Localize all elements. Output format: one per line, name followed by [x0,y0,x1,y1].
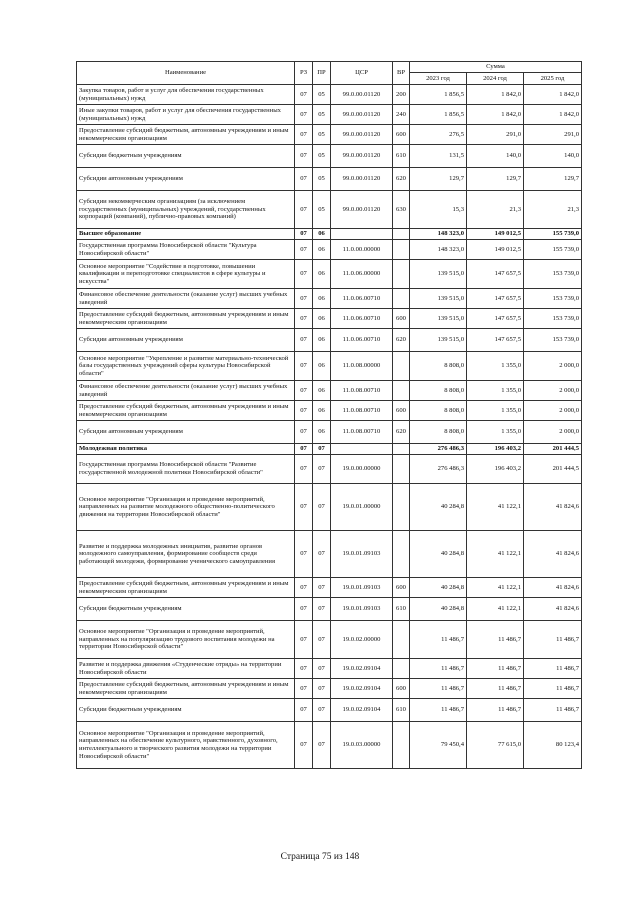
row-pr: 06 [313,289,331,309]
row-sum-2025: 2 000,0 [524,401,582,421]
table-row [77,484,582,531]
row-vr: 620 [393,329,410,352]
row-vr [393,229,410,240]
row-csr: 19.0.01.09103 [331,531,393,578]
row-sum-2023: 40 284,8 [410,531,467,578]
row-sum-2025: 11 486,7 [524,621,582,659]
row-name: Субсидии некоммерческим организациям (за исключением государственных (муниципальных) учреждений, государственных корпораций (компаний), публично-правовых компаний) [77,191,295,229]
row-csr [331,229,393,240]
row-sum-2023: 8 808,0 [410,401,467,421]
row-sum-2023: 11 486,7 [410,679,467,699]
row-name: Субсидии бюджетным учреждениям [77,598,295,621]
row-vr: 610 [393,145,410,168]
table-row [77,229,582,240]
row-csr: 19.0.02.09104 [331,679,393,699]
row-vr: 620 [393,168,410,191]
table-header [77,62,582,85]
row-name: Развитие и поддержка движения «Студенческие отряды» на территории Новосибирской области [77,659,295,679]
row-pr: 05 [313,105,331,125]
row-name: Финансовое обеспечение деятельности (оказание услуг) высших учебных заведений [77,289,295,309]
row-sum-2023: 40 284,8 [410,578,467,598]
row-name: Основное мероприятие "Организация и проведение мероприятий, направленных на обеспечение культурного, нравственного, духовного, интеллектуального и творческого развития молодежи на территории Новосибирской области" [77,722,295,769]
table-row [77,105,582,125]
row-rz: 07 [295,621,313,659]
row-csr: 99.0.00.01120 [331,85,393,105]
row-pr: 06 [313,229,331,240]
row-sum-2023: 11 486,7 [410,659,467,679]
row-sum-2024: 11 486,7 [467,679,524,699]
row-csr: 11.0.06.00710 [331,309,393,329]
row-sum-2025: 153 739,0 [524,289,582,309]
row-sum-2025: 2 000,0 [524,352,582,381]
row-sum-2025: 153 739,0 [524,309,582,329]
row-sum-2023: 129,7 [410,168,467,191]
row-vr [393,444,410,455]
row-sum-2024: 291,0 [467,125,524,145]
row-sum-2025: 201 444,5 [524,444,582,455]
row-pr: 05 [313,168,331,191]
row-name: Закупка товаров, работ и услуг для обеспечения государственных (муниципальных) нужд [77,85,295,105]
header-year-2025: 2025 год [524,73,582,85]
row-sum-2024: 147 657,5 [467,289,524,309]
row-sum-2023: 8 808,0 [410,421,467,444]
row-rz: 07 [295,168,313,191]
row-rz: 07 [295,699,313,722]
row-csr: 11.0.06.00710 [331,329,393,352]
row-csr: 19.0.03.00000 [331,722,393,769]
table-row [77,401,582,421]
row-rz: 07 [295,598,313,621]
row-sum-2024: 11 486,7 [467,621,524,659]
row-csr: 99.0.00.01120 [331,105,393,125]
row-pr: 06 [313,421,331,444]
row-sum-2023: 8 808,0 [410,381,467,401]
row-sum-2025: 140,0 [524,145,582,168]
row-sum-2025: 41 824,6 [524,531,582,578]
row-name: Финансовое обеспечение деятельности (оказание услуг) высших учебных заведений [77,381,295,401]
row-vr [393,289,410,309]
row-name: Основное мероприятие "Содействие в подготовке, повышении квалификации и переподготовке специалистов в сфере культуры и искусства" [77,260,295,289]
row-pr: 06 [313,401,331,421]
row-sum-2025: 80 123,4 [524,722,582,769]
row-sum-2024: 11 486,7 [467,699,524,722]
row-rz: 07 [295,125,313,145]
row-vr [393,722,410,769]
row-rz: 07 [295,240,313,260]
row-rz: 07 [295,289,313,309]
row-sum-2024: 77 615,0 [467,722,524,769]
row-sum-2025: 129,7 [524,168,582,191]
row-sum-2025: 11 486,7 [524,699,582,722]
row-sum-2025: 153 739,0 [524,260,582,289]
row-sum-2023: 1 856,5 [410,105,467,125]
row-vr: 600 [393,679,410,699]
row-rz: 07 [295,329,313,352]
row-name: Развитие и поддержка молодежных инициатив, развитие органов молодежного самоуправления, формирование сообществ среди работающей молодежи, формирование ученического самоуправления [77,531,295,578]
row-sum-2023: 11 486,7 [410,699,467,722]
row-pr: 06 [313,381,331,401]
row-sum-2024: 1 355,0 [467,352,524,381]
row-pr: 05 [313,85,331,105]
row-pr: 07 [313,531,331,578]
row-vr [393,659,410,679]
row-sum-2023: 15,3 [410,191,467,229]
row-sum-2023: 131,5 [410,145,467,168]
row-sum-2024: 41 122,1 [467,484,524,531]
row-name: Предоставление субсидий бюджетным, автономным учреждениям и иным некоммерческим организациям [77,309,295,329]
row-sum-2024: 196 403,2 [467,444,524,455]
row-pr: 06 [313,352,331,381]
row-name: Государственная программа Новосибирской области "Развитие государственной молодежной политики Новосибирской области" [77,455,295,484]
row-csr: 99.0.00.01120 [331,168,393,191]
row-sum-2025: 41 824,6 [524,578,582,598]
row-csr: 19.0.02.00000 [331,621,393,659]
row-name: Предоставление субсидий бюджетным, автономным учреждениям и иным некоммерческим организациям [77,578,295,598]
row-name: Предоставление субсидий бюджетным, автономным учреждениям и иным некоммерческим организациям [77,401,295,421]
row-name: Субсидии автономным учреждениям [77,329,295,352]
table-row [77,421,582,444]
row-rz: 07 [295,722,313,769]
row-sum-2023: 1 856,5 [410,85,467,105]
table-row [77,699,582,722]
header-pr: ПР [313,62,331,85]
row-rz: 07 [295,455,313,484]
row-vr: 620 [393,421,410,444]
row-pr: 07 [313,484,331,531]
row-rz: 07 [295,229,313,240]
row-rz: 07 [295,421,313,444]
row-rz: 07 [295,484,313,531]
table-row [77,444,582,455]
row-rz: 07 [295,578,313,598]
row-name: Основное мероприятие "Организация и проведение мероприятий, направленных на популяризацию трудового воспитания молодежи на территории Новосибирской области" [77,621,295,659]
row-csr: 11.0.00.00000 [331,240,393,260]
row-rz: 07 [295,381,313,401]
row-sum-2025: 1 842,0 [524,105,582,125]
row-sum-2024: 41 122,1 [467,531,524,578]
row-sum-2025: 153 739,0 [524,329,582,352]
budget-table [76,61,582,769]
row-name: Предоставление субсидий бюджетным, автономным учреждениям и иным некоммерческим организациям [77,679,295,699]
header-year-2023: 2023 год [410,73,467,85]
header-vr: ВР [393,62,410,85]
row-sum-2023: 139 515,0 [410,289,467,309]
row-rz: 07 [295,309,313,329]
row-sum-2025: 155 739,0 [524,240,582,260]
row-rz: 07 [295,531,313,578]
row-sum-2023: 11 486,7 [410,621,467,659]
header-year-2024: 2024 год [467,73,524,85]
row-name: Предоставление субсидий бюджетным, автономным учреждениям и иным некоммерческим организациям [77,125,295,145]
row-name: Основное мероприятие "Укрепление и развитие материально-технической базы государственных учреждений сферы культуры Новосибирской области" [77,352,295,381]
row-pr: 07 [313,699,331,722]
row-rz: 07 [295,260,313,289]
row-sum-2023: 40 284,8 [410,484,467,531]
table-row [77,240,582,260]
row-csr: 19.0.01.00000 [331,484,393,531]
table-row [77,289,582,309]
header-rz: РЗ [295,62,313,85]
row-pr: 07 [313,621,331,659]
row-sum-2023: 8 808,0 [410,352,467,381]
row-vr: 600 [393,401,410,421]
row-vr: 610 [393,699,410,722]
row-sum-2025: 1 842,0 [524,85,582,105]
row-sum-2023: 276 486,3 [410,455,467,484]
row-vr: 240 [393,105,410,125]
table-row [77,659,582,679]
row-pr: 07 [313,598,331,621]
row-name: Молодежная политика [77,444,295,455]
row-sum-2024: 41 122,1 [467,578,524,598]
row-csr: 19.0.02.09104 [331,659,393,679]
row-rz: 07 [295,352,313,381]
row-name: Иные закупки товаров, работ и услуг для обеспечения государственных (муниципальных) нужд [77,105,295,125]
row-sum-2024: 41 122,1 [467,598,524,621]
row-sum-2023: 139 515,0 [410,329,467,352]
row-vr [393,381,410,401]
header-csr: ЦСР [331,62,393,85]
row-sum-2023: 139 515,0 [410,309,467,329]
row-sum-2023: 276,5 [410,125,467,145]
table-row [77,722,582,769]
row-sum-2023: 148 323,0 [410,229,467,240]
row-pr: 05 [313,125,331,145]
row-csr: 11.0.08.00710 [331,421,393,444]
row-csr: 99.0.00.01120 [331,125,393,145]
row-name: Высшее образование [77,229,295,240]
row-sum-2025: 41 824,6 [524,598,582,621]
row-sum-2025: 155 739,0 [524,229,582,240]
row-sum-2023: 276 486,3 [410,444,467,455]
row-sum-2024: 196 403,2 [467,455,524,484]
row-csr: 11.0.06.00710 [331,289,393,309]
row-pr: 06 [313,260,331,289]
row-rz: 07 [295,191,313,229]
row-sum-2024: 1 355,0 [467,421,524,444]
row-sum-2024: 149 012,5 [467,240,524,260]
page-number: Страница 75 из 148 [280,852,360,862]
row-sum-2025: 11 486,7 [524,659,582,679]
row-sum-2025: 21,3 [524,191,582,229]
row-sum-2024: 149 012,5 [467,229,524,240]
row-pr: 05 [313,191,331,229]
table-row [77,260,582,289]
table-row [77,598,582,621]
row-sum-2025: 2 000,0 [524,421,582,444]
row-vr [393,621,410,659]
row-pr: 07 [313,659,331,679]
row-sum-2024: 129,7 [467,168,524,191]
table-row [77,578,582,598]
table-row [77,191,582,229]
row-sum-2024: 1 842,0 [467,85,524,105]
row-csr: 11.0.08.00000 [331,352,393,381]
row-pr: 07 [313,578,331,598]
row-vr: 200 [393,85,410,105]
row-sum-2024: 1 355,0 [467,381,524,401]
row-vr: 630 [393,191,410,229]
table-row [77,531,582,578]
table-row [77,381,582,401]
row-sum-2023: 79 450,4 [410,722,467,769]
row-rz: 07 [295,105,313,125]
row-vr [393,484,410,531]
row-sum-2024: 1 842,0 [467,105,524,125]
row-sum-2025: 41 824,6 [524,484,582,531]
row-pr: 07 [313,455,331,484]
table-row [77,621,582,659]
table-row [77,309,582,329]
row-sum-2024: 1 355,0 [467,401,524,421]
row-csr: 11.0.08.00710 [331,401,393,421]
row-vr: 600 [393,309,410,329]
row-sum-2023: 148 323,0 [410,240,467,260]
row-csr: 99.0.00.01120 [331,191,393,229]
row-rz: 07 [295,444,313,455]
row-pr: 07 [313,444,331,455]
header-name: Наименование [77,62,295,85]
row-vr [393,260,410,289]
row-rz: 07 [295,85,313,105]
row-sum-2024: 21,3 [467,191,524,229]
row-name: Основное мероприятие "Организация и проведение мероприятий, направленных на развитие молодежного общественно-политического движения на территории Новосибирской области" [77,484,295,531]
row-csr: 11.0.08.00710 [331,381,393,401]
row-pr: 05 [313,145,331,168]
row-pr: 07 [313,722,331,769]
row-vr [393,240,410,260]
table-row [77,352,582,381]
table-row [77,145,582,168]
row-sum-2025: 11 486,7 [524,679,582,699]
row-pr: 07 [313,679,331,699]
row-vr [393,531,410,578]
table-row [77,455,582,484]
row-sum-2024: 147 657,5 [467,309,524,329]
row-sum-2024: 11 486,7 [467,659,524,679]
row-sum-2024: 147 657,5 [467,329,524,352]
row-csr: 99.0.00.01120 [331,145,393,168]
row-csr: 19.0.01.09103 [331,598,393,621]
row-sum-2023: 40 284,8 [410,598,467,621]
row-csr [331,444,393,455]
row-sum-2024: 147 657,5 [467,260,524,289]
row-vr: 610 [393,598,410,621]
row-sum-2023: 139 515,0 [410,260,467,289]
row-csr: 19.0.01.09103 [331,578,393,598]
table-row [77,85,582,105]
row-rz: 07 [295,145,313,168]
table-row [77,679,582,699]
row-rz: 07 [295,659,313,679]
row-vr [393,455,410,484]
row-pr: 06 [313,309,331,329]
row-name: Государственная программа Новосибирской области "Культура Новосибирской области" [77,240,295,260]
row-sum-2025: 201 444,5 [524,455,582,484]
row-name: Субсидии бюджетным учреждениям [77,145,295,168]
table-body [77,85,582,769]
row-rz: 07 [295,401,313,421]
row-csr: 19.0.00.00000 [331,455,393,484]
row-pr: 06 [313,240,331,260]
row-sum-2025: 2 000,0 [524,381,582,401]
table-row [77,329,582,352]
row-vr: 600 [393,578,410,598]
row-pr: 06 [313,329,331,352]
row-vr: 600 [393,125,410,145]
row-name: Субсидии автономным учреждениям [77,168,295,191]
table-row [77,168,582,191]
row-rz: 07 [295,679,313,699]
row-csr: 11.0.06.00000 [331,260,393,289]
row-sum-2024: 140,0 [467,145,524,168]
row-sum-2025: 291,0 [524,125,582,145]
table-row [77,125,582,145]
header-sum: Сумма [410,62,582,73]
row-name: Субсидии бюджетным учреждениям [77,699,295,722]
row-vr [393,352,410,381]
row-name: Субсидии автономным учреждениям [77,421,295,444]
row-csr: 19.0.02.09104 [331,699,393,722]
